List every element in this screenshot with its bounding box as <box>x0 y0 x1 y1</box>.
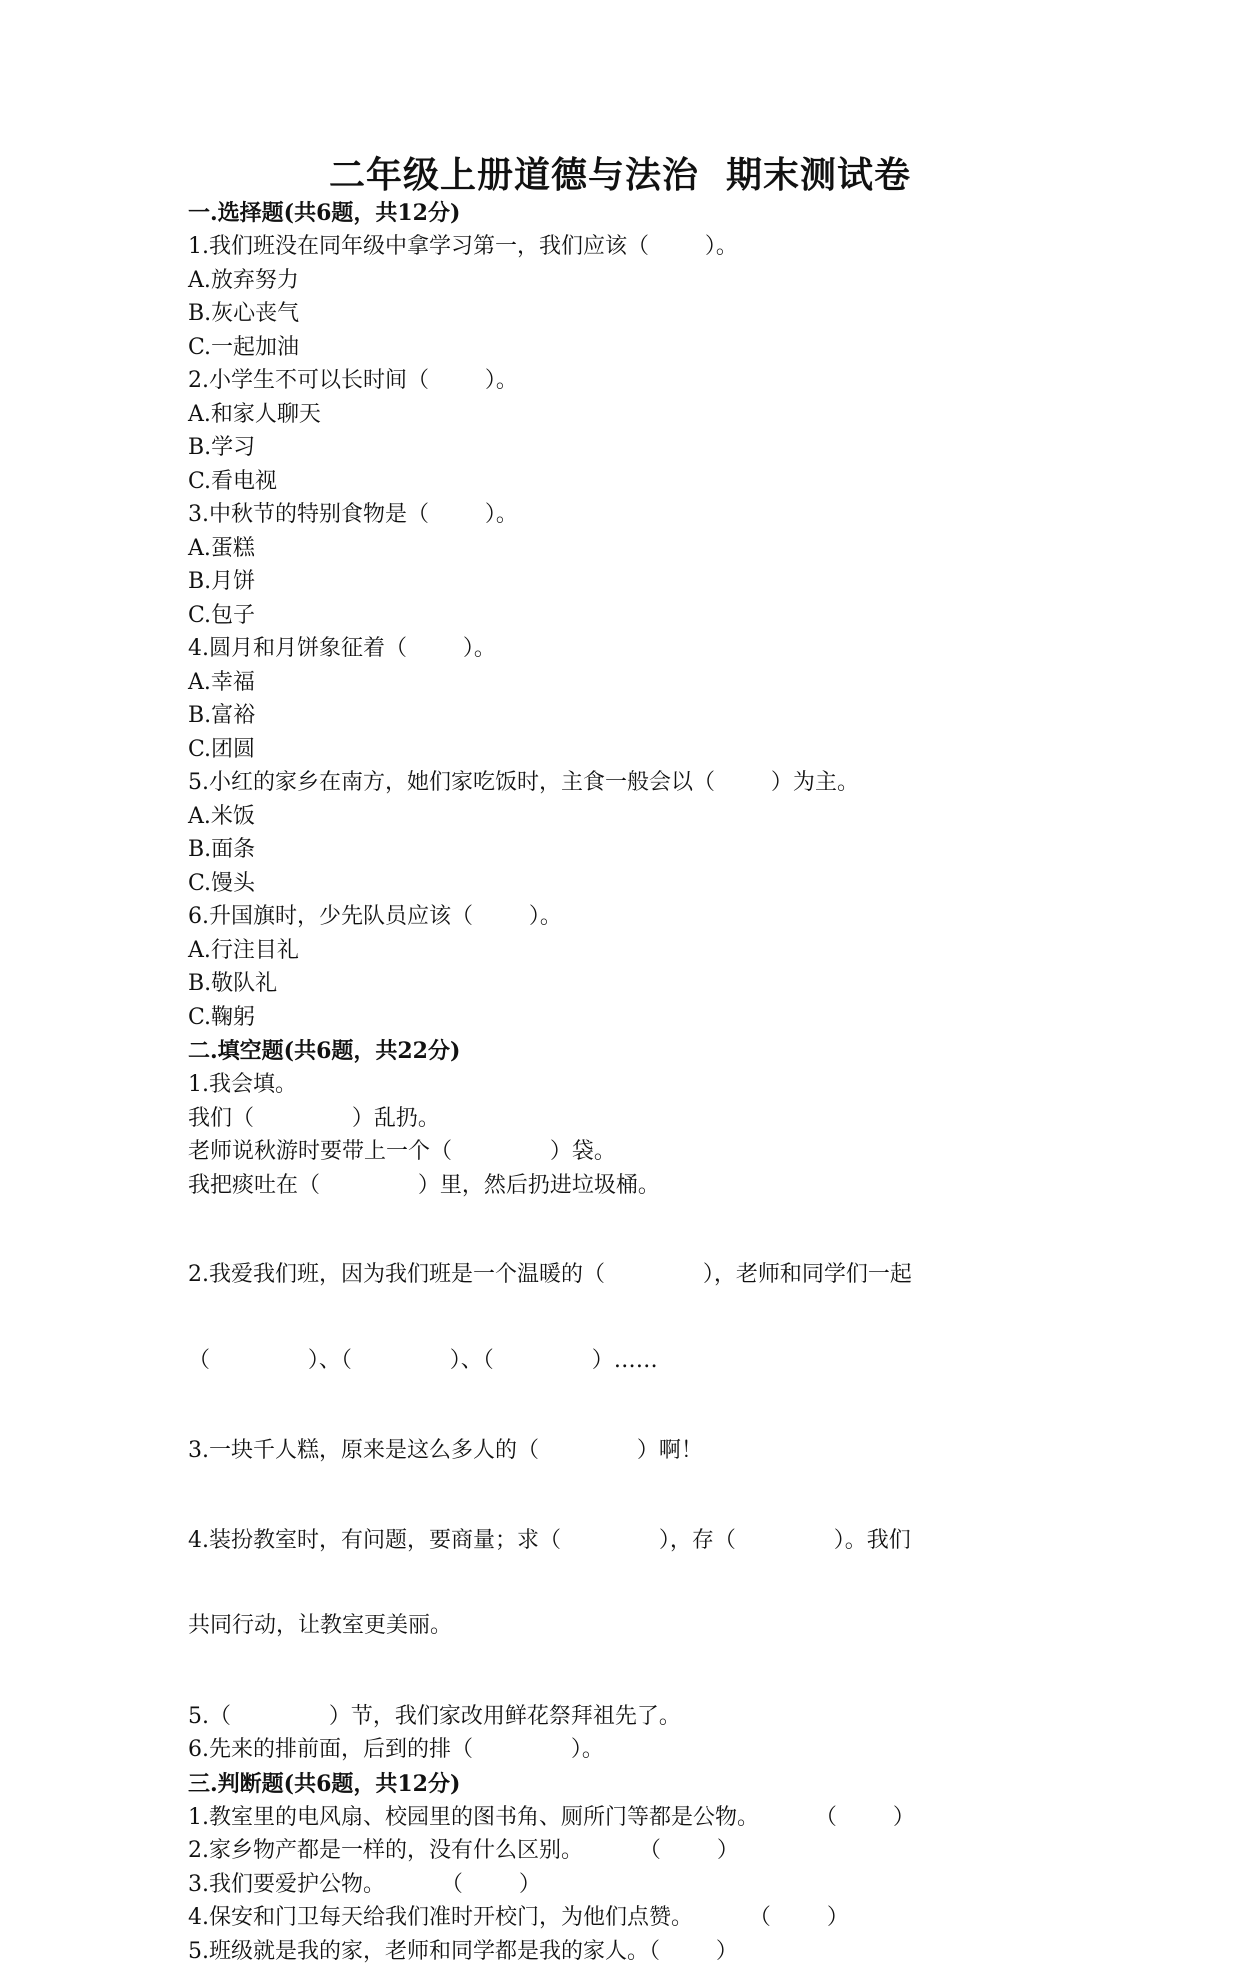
question-4-line: 共同行动，让教室更美丽。 <box>188 1612 1068 1641</box>
question-4: 4.保安和门卫每天给我们准时开校门，为他们点赞。 （ ） <box>188 1901 1068 1935</box>
option-a: A.米饭 <box>188 800 1068 834</box>
option-b: B.面条 <box>188 833 1068 867</box>
section-fill-in-blank <box>188 1034 1068 1767</box>
question-1: 1.我们班没在同年级中拿学习第一，我们应该（ ）。 <box>188 230 1068 264</box>
option-a: A.和家人聊天 <box>188 398 1068 432</box>
option-c: C.一起加油 <box>188 331 1068 365</box>
option-c: C.团圆 <box>188 733 1068 767</box>
option-c: C.馒头 <box>188 867 1068 901</box>
option-b: B.富裕 <box>188 699 1068 733</box>
option-b: B.学习 <box>188 431 1068 465</box>
section-true-false <box>188 1767 1068 1968</box>
question-1-blank-line: 老师说秋游时要带上一个（ ）袋。 <box>188 1135 1068 1169</box>
option-b: B.敬队礼 <box>188 967 1068 1001</box>
section-heading: 一.选择题(共6题，共12分) <box>188 196 1068 230</box>
question-6: 6.先来的排前面，后到的排（ ）。 <box>188 1733 1068 1767</box>
question-3: 3.中秋节的特别食物是（ ）。 <box>188 498 1068 532</box>
question-6: 6.升国旗时，少先队员应该（ ）。 <box>188 900 1068 934</box>
question-1: 1.教室里的电风扇、校园里的图书角、厕所门等都是公物。 （ ） <box>188 1801 1068 1835</box>
section-multiple-choice <box>188 196 1068 1034</box>
exam-content <box>188 196 1068 1968</box>
option-c: C.鞠躬 <box>188 1001 1068 1035</box>
question-5: 5.（ ）节，我们家改用鲜花祭拜祖先了。 <box>188 1700 1068 1734</box>
question-1: 1.我会填。 <box>188 1068 1068 1102</box>
option-a: A.行注目礼 <box>188 934 1068 968</box>
question-2-line: （ ）、（ ）、（ ）…… <box>188 1347 1068 1376</box>
question-1-blank-line: 我们（ ）乱扔。 <box>188 1102 1068 1136</box>
section-heading: 三.判断题(共6题，共12分) <box>188 1767 1068 1801</box>
page-title: 二年级上册道德与法治 期末测试卷 <box>0 148 1240 202</box>
question-2: 2.小学生不可以长时间（ ）。 <box>188 364 1068 398</box>
question-3: 3.一块千人糕，原来是这么多人的（ ）啊！ <box>188 1434 1068 1468</box>
question-5: 5.班级就是我的家，老师和同学都是我的家人。（ ） <box>188 1935 1068 1968</box>
option-b: B.灰心丧气 <box>188 297 1068 331</box>
option-a: A.放弃努力 <box>188 264 1068 298</box>
question-4: 4.圆月和月饼象征着（ ）。 <box>188 632 1068 666</box>
question-4-line: 4.装扮教室时，有问题，要商量；求（ ），存（ ）。我们 <box>188 1527 1068 1556</box>
question-4 <box>188 1468 1068 1700</box>
section-heading: 二.填空题(共6题，共22分) <box>188 1034 1068 1068</box>
question-5: 5.小红的家乡在南方，她们家吃饭时，主食一般会以（ ）为主。 <box>188 766 1068 800</box>
option-a: A.幸福 <box>188 666 1068 700</box>
question-2: 2.家乡物产都是一样的，没有什么区别。 （ ） <box>188 1834 1068 1868</box>
option-b: B.月饼 <box>188 565 1068 599</box>
option-c: C.包子 <box>188 599 1068 633</box>
question-3: 3.我们要爱护公物。 （ ） <box>188 1868 1068 1902</box>
question-2 <box>188 1202 1068 1434</box>
option-a: A.蛋糕 <box>188 532 1068 566</box>
question-2-line: 2.我爱我们班，因为我们班是一个温暖的（ ），老师和同学们一起 <box>188 1261 1068 1290</box>
question-1-blank-line: 我把痰吐在（ ）里，然后扔进垃圾桶。 <box>188 1169 1068 1203</box>
option-c: C.看电视 <box>188 465 1068 499</box>
